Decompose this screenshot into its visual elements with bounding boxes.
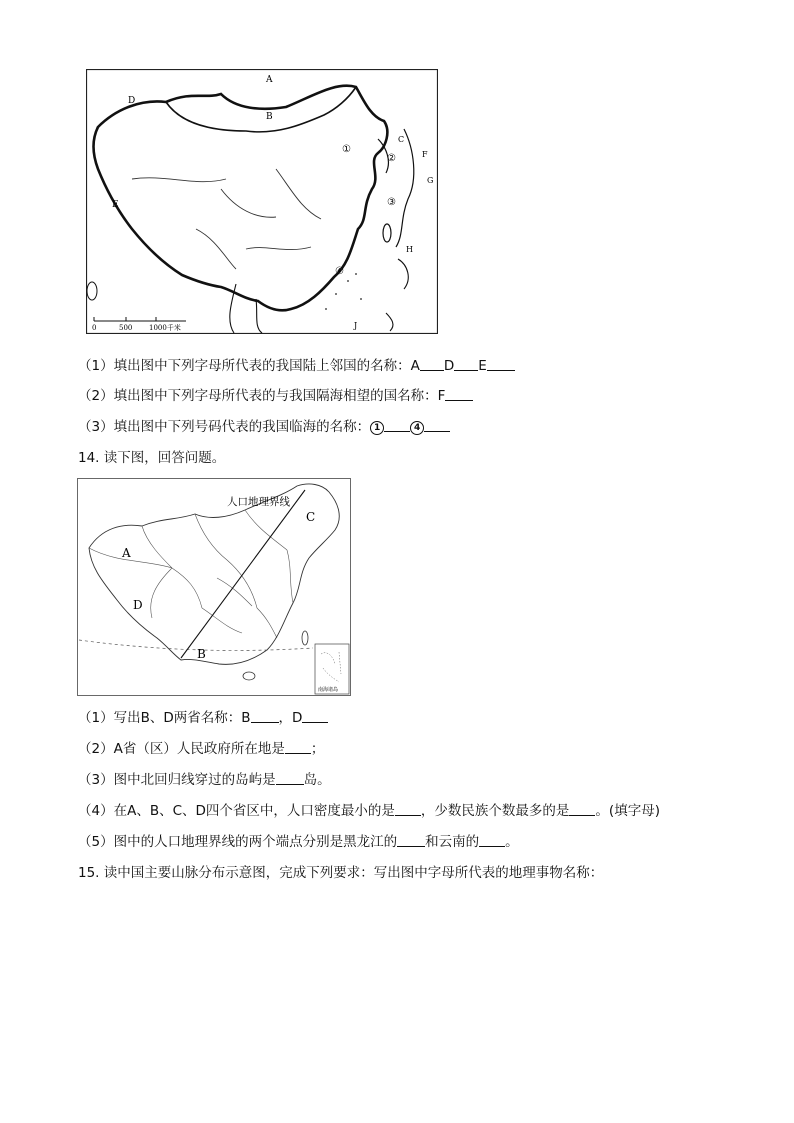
map1-label-f: F [422, 150, 428, 159]
map1-number-3: ③ [387, 197, 396, 208]
answer-blank[interactable] [285, 741, 311, 754]
svg-text:500: 500 [119, 324, 133, 332]
answer-blank[interactable] [395, 803, 421, 816]
svg-text:0: 0 [92, 324, 97, 332]
population-boundary-label: 人口地理界线 [227, 496, 290, 508]
map1-label-a: A [266, 75, 273, 85]
answer-blank[interactable] [454, 358, 478, 371]
china-population-map [77, 478, 351, 696]
map1-number-4: ④ [335, 266, 344, 277]
map1-label-h: H [406, 245, 413, 254]
answer-blank[interactable] [251, 710, 279, 723]
map2-label-d: D [133, 598, 143, 612]
q14-line4: （4）在A、B、C、D四个省区中，人口密度最小的是 ，少数民族个数最多的是 。(填字母) [78, 803, 660, 819]
map1-label-e: E [112, 200, 119, 210]
answer-blank[interactable] [420, 358, 444, 371]
answer-blank[interactable] [302, 710, 328, 723]
map1-number-1: ① [342, 144, 351, 155]
answer-blank[interactable] [384, 419, 410, 432]
answer-blank[interactable] [445, 388, 473, 401]
q14-line2: （2）A省（区）人民政府所在地是 ； [78, 741, 325, 757]
q13-line3: （3）填出图中下列号码代表的我国临海的名称： 1 4 [78, 418, 450, 436]
map1-label-g: G [427, 176, 434, 185]
q14-line1: （1）写出B、D两省名称：B ，D [78, 709, 328, 727]
q15-title: 15. 读中国主要山脉分布示意图，完成下列要求：写出图中字母所代表的地理事物名称： [78, 865, 604, 881]
q14-line3: （3）图中北回归线穿过的岛屿是 岛。 [78, 772, 331, 788]
map1-number-2: ② [387, 153, 396, 164]
answer-blank[interactable] [487, 358, 515, 371]
map1-label-c: C [398, 135, 405, 144]
svg-text:1000千米: 1000千米 [149, 324, 181, 332]
south-china-sea-inset [315, 644, 349, 694]
q13-line2: （2）填出图中下列字母所代表的与我国隔海相望的国名称：F [78, 387, 473, 405]
q14-title: 14. 读下图，回答问题。 [78, 450, 226, 466]
answer-blank[interactable] [276, 772, 304, 785]
answer-blank[interactable] [479, 834, 505, 847]
map1-label-j: J [354, 321, 358, 330]
q14-line5: （5）图中的人口地理界线的两个端点分别是黑龙江的 和云南的 。 [78, 834, 519, 850]
east-asia-map [86, 69, 438, 334]
answer-blank[interactable] [424, 419, 450, 432]
map2-label-c: C [306, 510, 316, 524]
map2-label-a: A [122, 546, 131, 560]
q13-line1: （1）填出图中下列字母所代表的我国陆上邻国的名称：A D E [78, 357, 515, 375]
map1-label-b: B [266, 112, 273, 122]
svg-text:南海诸岛: 南海诸岛 [318, 687, 339, 693]
map1-label-d: D [128, 96, 136, 106]
map2-label-b: B [197, 647, 206, 661]
answer-blank[interactable] [397, 834, 425, 847]
answer-blank[interactable] [569, 803, 595, 816]
